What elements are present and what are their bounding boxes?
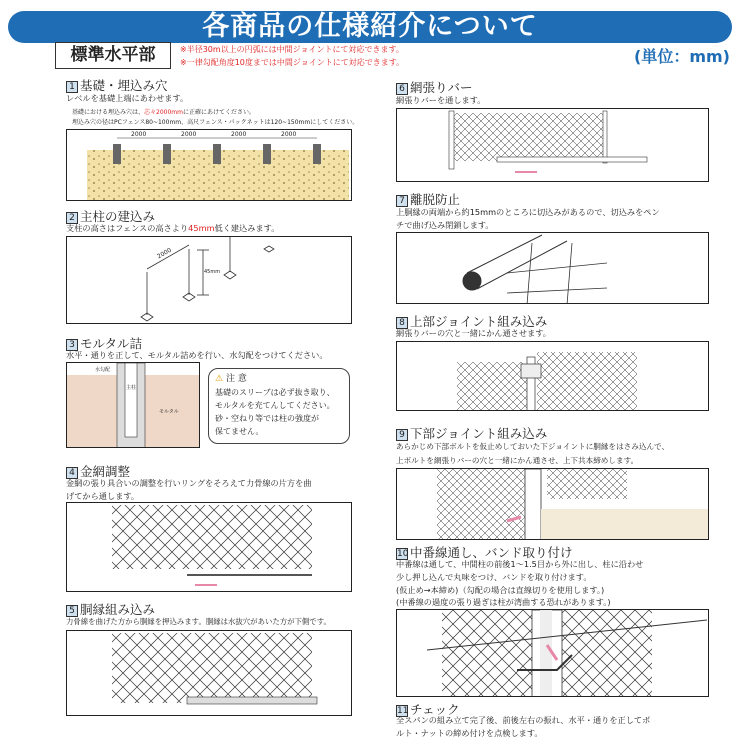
upper-joint-diagram [396, 341, 709, 411]
step-2-text [66, 222, 279, 235]
step-11-text: 全スパンの組み立て完了後、前後左右の振れ、水平・通りを正してボ [396, 715, 651, 725]
step-10-text: 少し押し込んで丸味をつけ、バンドを取り付けます。 [396, 572, 592, 582]
dim-label: 2000 [131, 131, 147, 138]
label: 主柱 [126, 385, 137, 391]
step-title: モルタル詰 [80, 336, 143, 351]
step-title: 基礎・埋込み穴 [80, 78, 168, 93]
step-5-text: 力骨線を曲げた方から胴縁を押込みます。胴縁は水抜穴があいた方が下側です。 [66, 617, 331, 626]
step-1-note2: 埋込み穴の径はPCフェンス80~100mm、高尺フェンス・パックネットは120~150mmにしてください。 [72, 119, 359, 126]
step-6-text: 網張りバーを通します。 [396, 95, 486, 105]
tension-bar-diagram [396, 108, 709, 182]
note-text: 基礎における埋込み穴は、 [72, 109, 145, 116]
step-1-note [72, 108, 255, 118]
step-10-text: (中番線の過度の張り過ぎは柱が湾曲する恐れがあります。) [396, 597, 611, 607]
step-number: 9 [396, 429, 408, 441]
step-9-text: 上ボルトを網張りバーの穴と一緒にかん通させ、上下共本締めします。 [396, 456, 639, 465]
step-title: 胴縁組み込み [80, 602, 156, 617]
step-number: 5 [66, 605, 78, 617]
step-11-text: ルト・ナットの締め付けを点検します。 [396, 728, 543, 738]
step-number: 6 [396, 83, 408, 95]
step-number: 1 [66, 81, 78, 93]
label: モルタル [159, 409, 179, 415]
step-number: 11 [397, 706, 409, 716]
step-number: 4 [66, 467, 78, 479]
step-10-text: 中番線は通して、中間柱の前後1～1.5目から外に出し、柱に沿わせ [396, 559, 644, 569]
section-label: 標準水平部 [55, 42, 171, 69]
caution-heading [215, 373, 343, 386]
step-title: 中番線通し、バンド取り付け [410, 545, 573, 560]
step-title: 下部ジョイント組み込み [410, 426, 548, 441]
dim-label: 2000 [281, 131, 297, 138]
foundation-diagram [66, 129, 352, 201]
note-arc: ※半径30m以上の円弧には中間ジョイントにて対応できます。 [180, 45, 404, 54]
text: 支柱の高さはフェンスの高さより [66, 223, 189, 233]
caution-line: 砂・空ねり等では柱の強度が [215, 414, 319, 423]
step-4-text: げてから通します。 [66, 491, 140, 501]
dim-label: 2000 [231, 131, 247, 138]
note-text: に正確にあけてください。 [182, 109, 255, 116]
step-7-text: チで曲げ込み閉鎖します。 [396, 220, 494, 230]
caution-line: モルタルを充てんしてください。 [215, 401, 335, 410]
frame-diagram [66, 630, 352, 716]
step-3-text: 水平・通りを正して、モルタル詰めを行い、水勾配をつけてください。 [66, 350, 328, 360]
dim-label: 45mm [204, 269, 221, 275]
step-8-text: 網張りバーの穴と一緒にかん通させます。 [396, 328, 551, 338]
step-number: 10 [397, 549, 409, 559]
step-7-text: 上胴縁の両端から約15mmのところに切込みがあるので、切込みをペン [396, 207, 660, 217]
step-number: 2 [66, 212, 78, 224]
step-title: 金網調整 [80, 464, 131, 479]
step-10-text: (仮止め→本締め)（勾配の場合は直線切りを使用します。) [396, 585, 605, 595]
step-1-text: レベルを基礎上端にあわせます。 [66, 93, 189, 103]
caution-box [208, 368, 350, 444]
caution-line: 保てません。 [215, 427, 264, 436]
dim-label: 2000 [181, 131, 197, 138]
caution-title: 注 意 [225, 374, 247, 384]
note-slope: ※一律勾配角度10度までは中間ジョイントにて対応できます。 [180, 58, 405, 67]
step-9-text: あらかじめ下部ボルトを仮止めしておいた下ジョイントに胴縁をはさみ込んで、 [396, 442, 670, 451]
page-title: 各商品の仕様紹介について [8, 11, 732, 43]
step-number: 3 [66, 339, 78, 351]
lower-joint-diagram [396, 468, 709, 540]
step-number: 8 [396, 317, 408, 329]
post-diagram [66, 236, 352, 324]
band-diagram [396, 609, 709, 697]
caution-line: 基礎のスリーブは必ず抜き取り、 [215, 388, 335, 397]
step-title: 上部ジョイント組み込み [410, 314, 548, 329]
step-title: チェック [410, 702, 460, 717]
unit-label: (単位：mm) [634, 47, 730, 66]
label: 水勾配 [95, 367, 111, 373]
mesh-adjust-diagram [66, 502, 352, 592]
step-4-text: 金網の張り具合いの調整を行いリングをそろえて力骨線の片方を曲 [66, 478, 312, 488]
dim-label: 2000 [156, 246, 173, 261]
step-title: 主柱の建込み [80, 209, 156, 224]
warning-icon: ⚠ [215, 374, 224, 384]
mortar-diagram [66, 362, 200, 448]
step-title: 網張りバー [410, 80, 473, 95]
text: 低く建込みます。 [214, 223, 280, 233]
note-red: 芯々2000mm [144, 109, 183, 116]
step-title: 離脱防止 [410, 192, 461, 207]
text-red: 45mm [188, 223, 215, 233]
detach-prevent-diagram [396, 232, 709, 304]
step-number: 7 [396, 195, 408, 207]
